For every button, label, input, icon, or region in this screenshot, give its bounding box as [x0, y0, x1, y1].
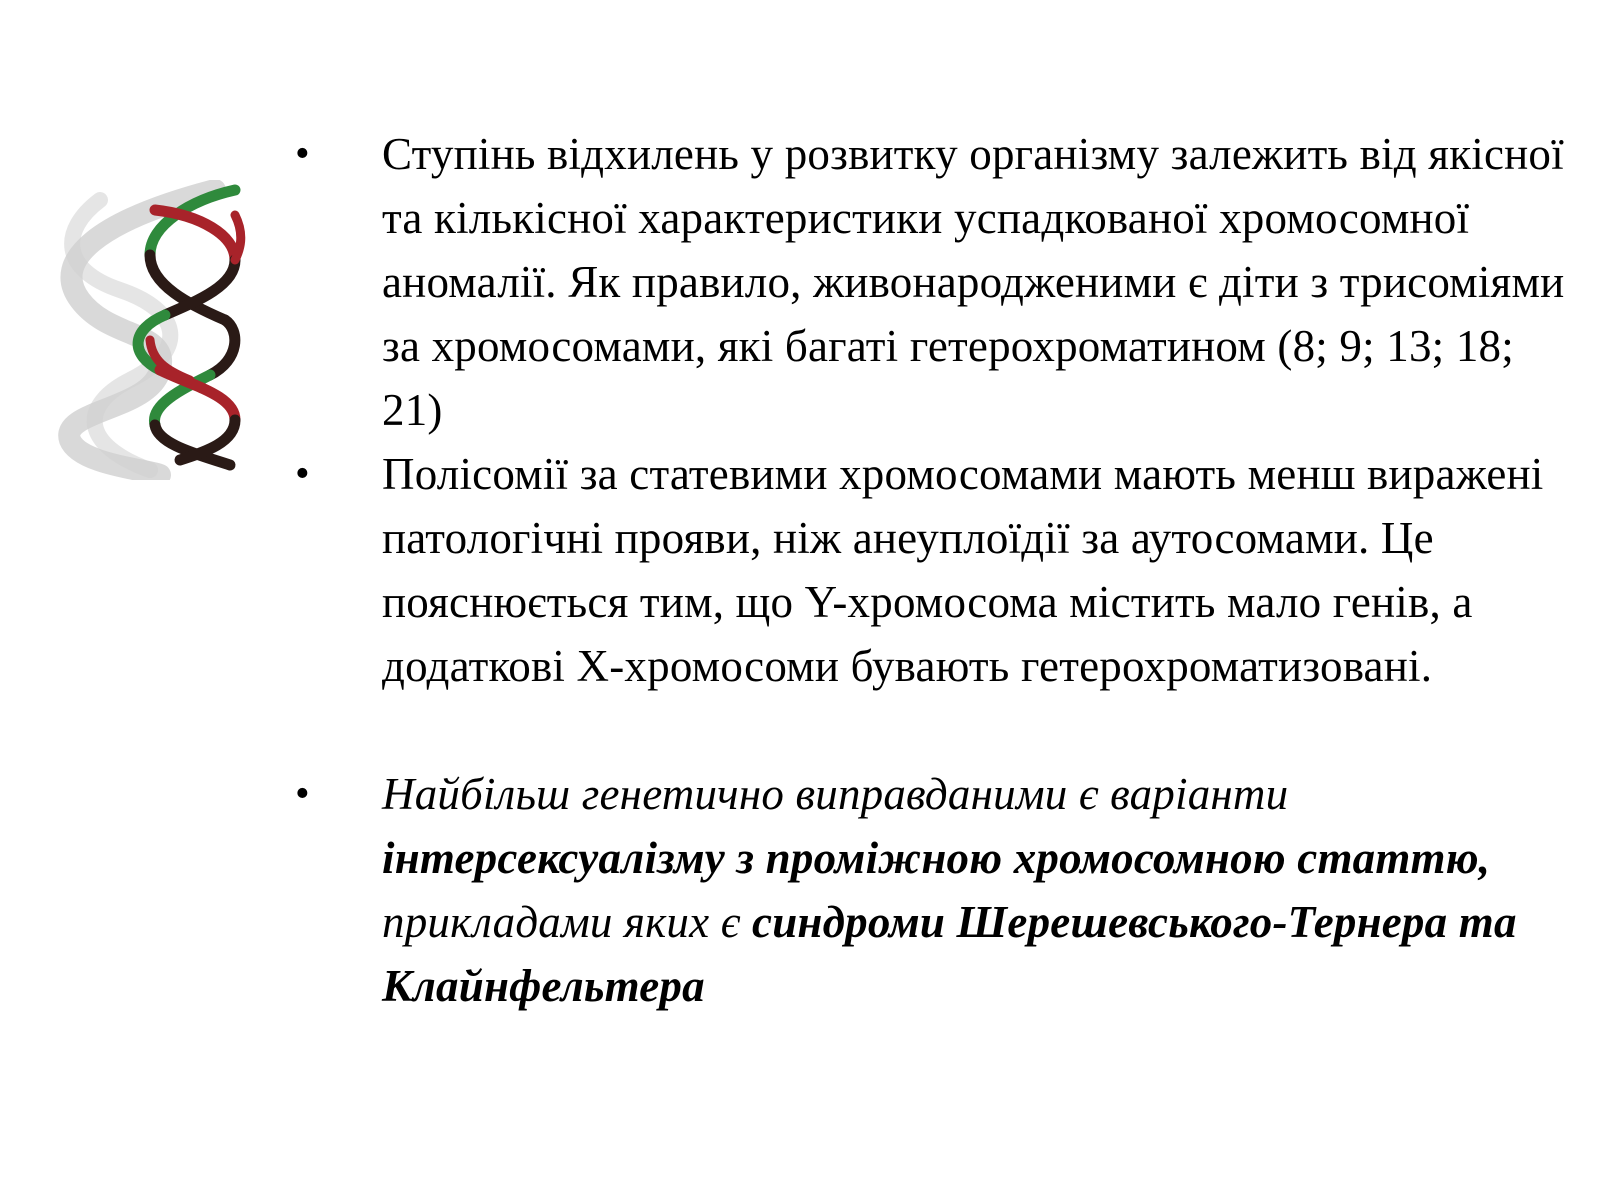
dna-strands — [138, 190, 241, 465]
bullet-marker: • — [295, 451, 310, 497]
bullet-text-italic-2: прикладами яких є — [382, 897, 753, 947]
bullet-text-bold-1: інтерсексуалізму з проміжною хромосомною статтю, — [382, 833, 1491, 883]
bullet-text-bold-2: синдроми Шерешевського-Тернера та Клайнфельтера — [382, 897, 1517, 1011]
bullet-text: Полісомії за статевими хромосомами мають менш виражені патологічні прояви, ніж анеуплоїдії за аутосомами. Це пояснюється тим, що Y-хромосома містить мало генів, а додаткові X-хромосоми бувають гетерохроматизовані. — [382, 449, 1544, 691]
bullet-item-intersexuality — [295, 762, 1565, 1018]
bullet-item-polysomy — [295, 442, 1565, 698]
bullet-text: Ступінь відхилень у розвитку організму залежить від якісної та кількісної характеристики успадкованої хромосомної аномалії. Як правило, живонародженими є діти з трисоміями за хромосомами, які багаті гетерохроматином (8; 9; 13; 18; 21) — [382, 129, 1565, 435]
bullet-text-italic-1: Найбільш генетично виправданими є варіанти — [382, 769, 1289, 819]
bullet-marker: • — [295, 131, 310, 177]
bullet-item-trisomy — [295, 122, 1565, 442]
bullet-list — [295, 122, 1565, 1018]
dna-double-helix-icon — [40, 180, 260, 480]
bullet-marker: • — [295, 771, 310, 817]
